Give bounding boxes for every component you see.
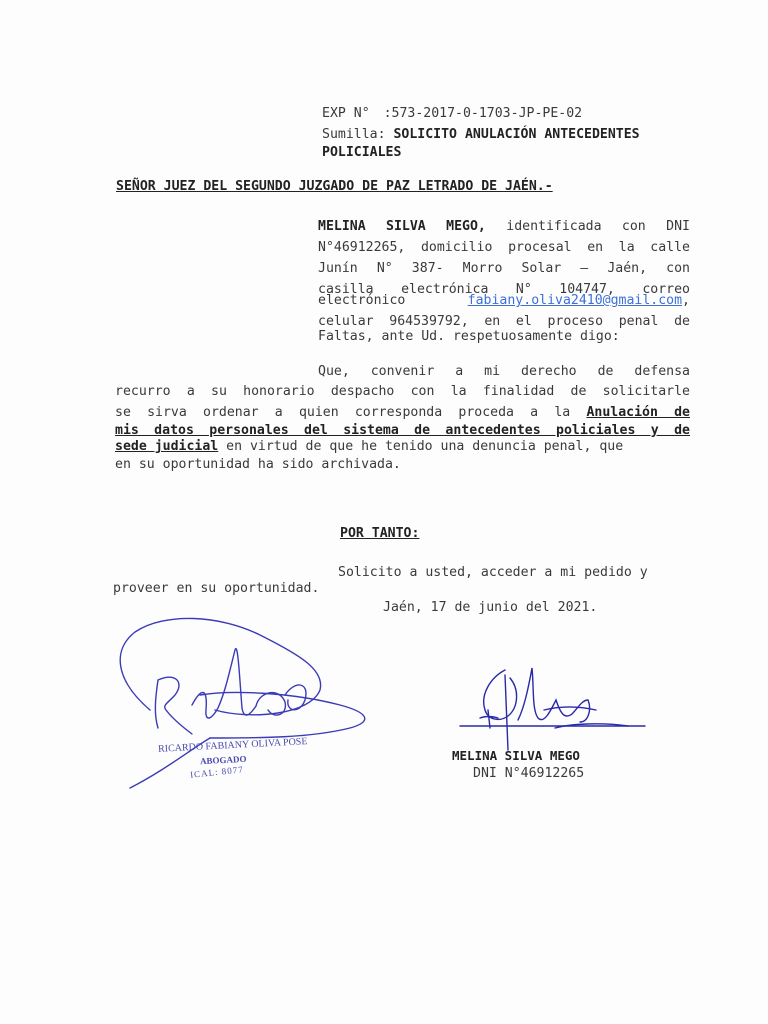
intro-line-1: MELINA SILVA MEGO, identificada con DNI [318,219,690,234]
body-line-1: Que, convenir a mi derecho de defensa [318,364,690,379]
sumilla-text-2: POLICIALES [322,145,402,160]
intro-line-7: Faltas, ante Ud. respetuosamente digo: [318,329,620,344]
intro-line-4: casilla electrónica N° 104747, correo [318,282,690,297]
sumilla-label: Sumilla: [322,127,386,142]
body-line-2: recurro a su honorario despacho con la finalidad de solicitarle [115,384,690,399]
lawyer-stamp-name: RICARDO FABIANY OLIVA POSE [157,736,308,755]
closing-line-1: Solicito a usted, acceder a mi pedido y [338,565,648,580]
intro-line-5: electrónico fabiany.oliva2410@gmail.com, [318,293,690,308]
request-emphasis-1: Anulación de [586,405,690,420]
lawyer-stamp-reg: ICAL: 8077 [189,764,245,780]
petitioner-name: MELINA SILVA MEGO, [318,219,486,234]
sumilla-text-1: SOLICITO ANULACIÓN ANTECEDENTES [393,127,640,142]
email-link[interactable]: fabiany.oliva2410@gmail.com [467,293,683,308]
body-line-5: sede judicial en virtud de que he tenido una denuncia penal, que [115,439,624,454]
intro-line-2: N°46912265, domicilio procesal en la calle [318,240,690,255]
body-line-6: en su oportunidad ha sido archivada. [115,457,401,472]
intro-line-6: celular 964539792, en el proceso penal de [318,314,690,329]
exp-number: :573-2017-0-1703-JP-PE-02 [383,106,583,121]
closing-line-2: proveer en su oportunidad. [113,581,320,596]
intro-line-3: Junín N° 387- Morro Solar – Jaén, con [318,261,690,276]
lawyer-stamp-title: ABOGADO [199,753,247,767]
exp-label: EXP N° [322,106,370,121]
body-line-3: se sirva ordenar a quien corresponda proceda a la Anulación de [115,405,690,420]
signer-dni: DNI N°46912265 [473,766,585,781]
exp-line [322,103,582,124]
document-date: Jaén, 17 de junio del 2021. [383,600,598,615]
por-tanto-heading: POR TANTO: [340,526,420,541]
signer-name: MELINA SILVA MEGO [452,748,580,763]
lawyer-signature [110,610,410,810]
request-emphasis-2: mis datos personales del sistema de antecedentes policiales y de [115,423,690,438]
request-emphasis-3: sede judicial [115,439,219,454]
addressee: SEÑOR JUEZ DEL SEGUNDO JUZGADO DE PAZ LETRADO DE JAÉN.- [116,179,553,194]
